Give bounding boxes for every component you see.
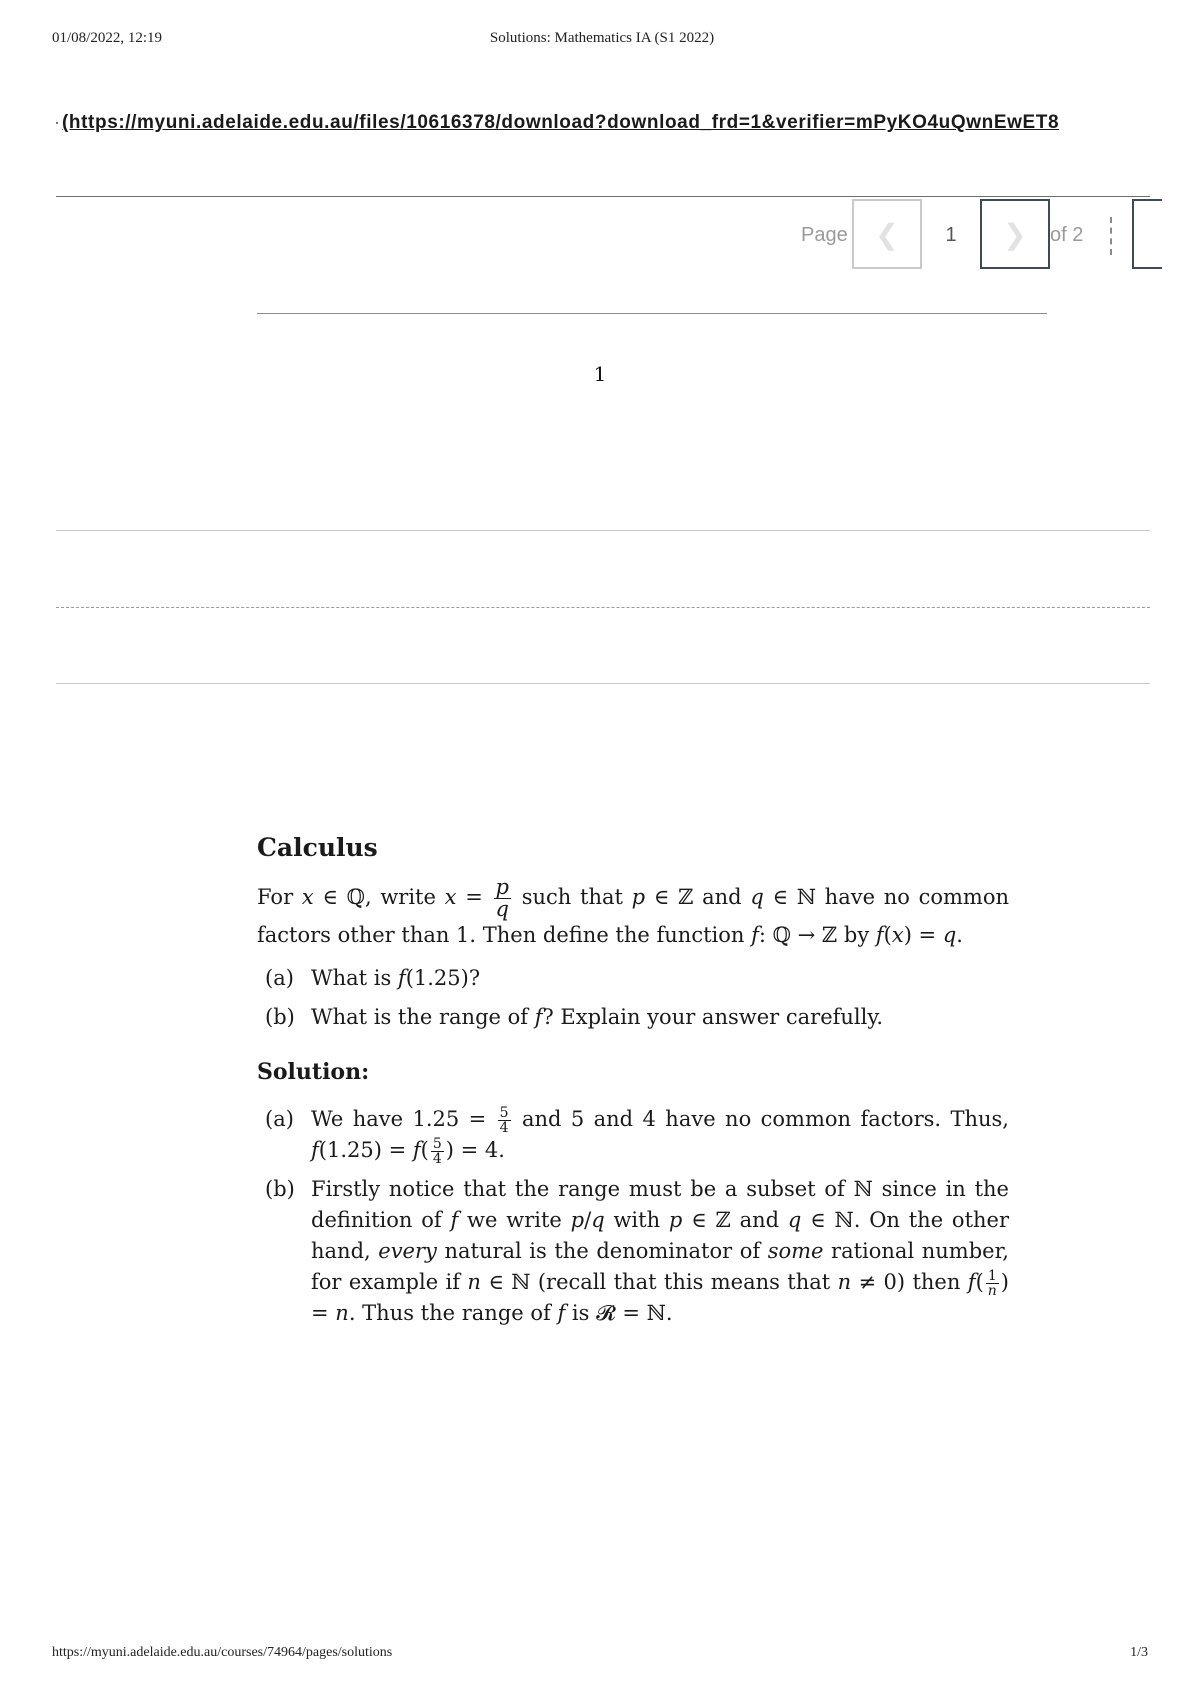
- next-page-button[interactable]: [980, 199, 1050, 269]
- toolbar-separator: [1110, 217, 1112, 255]
- pdf-pager: [700, 199, 1150, 273]
- chevron-left-icon: ❮: [875, 219, 899, 250]
- print-footer: [52, 1645, 1148, 1665]
- pdf-page-content: [257, 832, 1009, 1337]
- page-break-rule-top: [56, 530, 1150, 531]
- print-datetime: 01/08/2022, 12:19: [52, 30, 163, 46]
- question-list: [257, 963, 1009, 1033]
- download-link[interactable]: (https://myuni.adelaide.edu.au/files/10616378/download?download_frd=1&verifier=mPyKO4uQwnEwET8: [62, 112, 1060, 133]
- link-marker: [56, 122, 58, 124]
- solution-item: (b) Firstly notice that the range must be a subset of ℕ since in the definition of f we write p/q with p ∈ ℤ and q ∈ ℕ. On the other hand, every natural is the denominator of some rational number, for example if n ∈ ℕ (recall that this means that n ≠ 0) then f( $\frac{1}{n}$ ) = n. Thus the range of f is 𝓡 = ℕ.: [265, 1177, 1009, 1325]
- problem-statement: For x ∈ ℚ, write x = $\frac{p}{q}$ such that p ∈ ℤ and q ∈ ℕ have no common factors other than 1. Then define the function f: ℚ → ℤ by f(x) = q.: [257, 875, 1009, 947]
- current-page-number[interactable]: 1: [945, 224, 957, 246]
- viewer-toolbar-divider: [56, 196, 1150, 197]
- print-page-count: 1/3: [1130, 1645, 1148, 1660]
- fraction-five-quarters: $\frac{5}{4}$: [499, 1105, 509, 1136]
- solution-item: (a) We have 1.25 = $\frac{5}{4}$ and 5 and 4 have no common factors. Thus, f(1.25) = f( $\frac{5}{4}$ ) = 4.: [265, 1105, 1009, 1167]
- chevron-right-icon: ❯: [1003, 219, 1027, 250]
- pdf-page-number: 1: [593, 362, 607, 386]
- section-title: Calculus: [257, 833, 378, 862]
- fraction-five-quarters: $\frac{5}{4}$: [432, 1136, 442, 1167]
- solution-list: [257, 1104, 1009, 1329]
- page-break-rule-bottom: [56, 683, 1150, 684]
- print-header: [52, 30, 1152, 50]
- page-label: Page: [801, 224, 848, 246]
- pdf-page-header-rule: [257, 313, 1047, 314]
- question-item: (b) What is the range of f? Explain your answer carefully.: [265, 1005, 884, 1029]
- page-break-dashed-rule: [56, 607, 1150, 608]
- question-item: (a) What is f(1.25)?: [265, 966, 481, 990]
- previous-page-button[interactable]: [852, 199, 922, 269]
- toolbar-button[interactable]: [1132, 199, 1162, 269]
- fraction-p-over-q: $\frac{p}{q}$: [495, 875, 509, 921]
- solution-heading: Solution:: [257, 1059, 370, 1085]
- print-title: Solutions: Mathematics IA (S1 2022): [489, 30, 715, 46]
- print-url: https://myuni.adelaide.edu.au/courses/74964/pages/solutions: [52, 1645, 393, 1660]
- fraction-one-over-n: $\frac{1}{n}$: [987, 1268, 997, 1299]
- page-count-label: of 2: [1050, 224, 1084, 246]
